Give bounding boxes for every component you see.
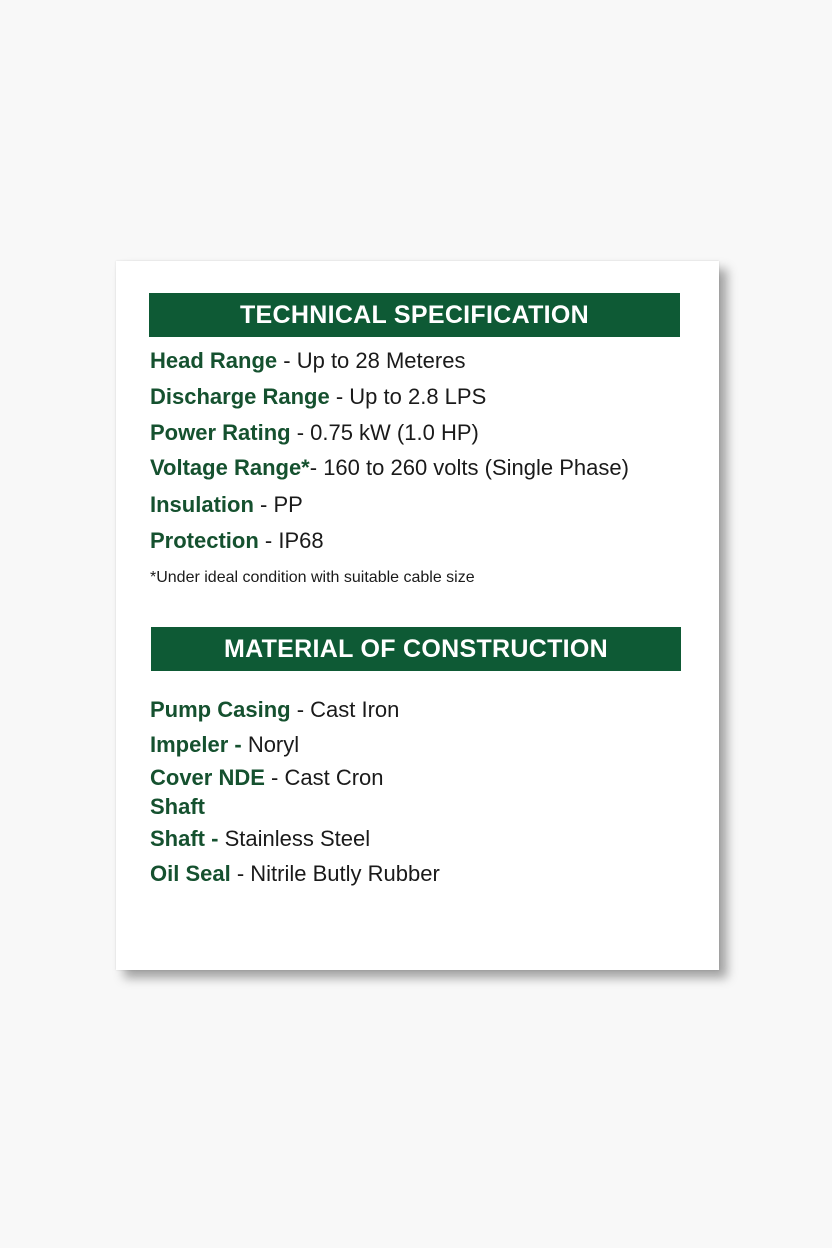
spec-value: - Up to 2.8 LPS <box>329 384 487 409</box>
material-label: Cover NDE <box>150 765 265 790</box>
material-row-impeler <box>150 732 299 758</box>
spec-row-voltage-range <box>150 455 629 481</box>
spec-label: Voltage Range* <box>150 455 310 480</box>
material-value: - Nitrile Butly Rubber <box>230 861 440 886</box>
material-row-shaft <box>150 826 370 852</box>
material-row-cover-nde <box>150 765 384 791</box>
material-label: Shaft <box>150 794 205 819</box>
spec-footnote: *Under ideal condition with suitable cable size <box>150 569 475 586</box>
material-row-oil-seal <box>150 861 440 887</box>
material-value: - Cast Cron <box>264 765 384 790</box>
spec-row-insulation <box>150 492 303 518</box>
spec-row-head-range <box>150 348 465 374</box>
material-of-construction-heading: MATERIAL OF CONSTRUCTION <box>151 627 681 671</box>
spec-row-protection <box>150 528 324 554</box>
material-label: Oil Seal <box>150 861 231 886</box>
spec-label: Discharge Range <box>150 384 330 409</box>
material-label: Pump Casing <box>150 697 291 722</box>
material-row-pump-casing <box>150 697 399 723</box>
spec-value: - 0.75 kW (1.0 HP) <box>290 420 479 445</box>
spec-label: Insulation <box>150 492 254 517</box>
spec-value: - IP68 <box>258 528 324 553</box>
spec-value: - 160 to 260 volts (Single Phase) <box>309 455 629 480</box>
spec-label: Protection <box>150 528 259 553</box>
material-row-shaft-heading <box>150 794 205 820</box>
spec-row-power-rating <box>150 420 479 446</box>
technical-specification-heading: TECHNICAL SPECIFICATION <box>149 293 680 337</box>
material-value: Noryl <box>247 732 300 757</box>
spec-row-discharge-range <box>150 384 486 410</box>
spec-value: - PP <box>253 492 303 517</box>
spec-card <box>116 261 719 970</box>
spec-label: Power Rating <box>150 420 291 445</box>
material-value: Stainless Steel <box>224 826 371 851</box>
material-label: Impeler - <box>150 732 248 757</box>
spec-label: Head Range <box>150 348 278 373</box>
spec-value: - Up to 28 Meteres <box>277 348 466 373</box>
material-value: - Cast Iron <box>290 697 400 722</box>
material-label: Shaft - <box>150 826 225 851</box>
